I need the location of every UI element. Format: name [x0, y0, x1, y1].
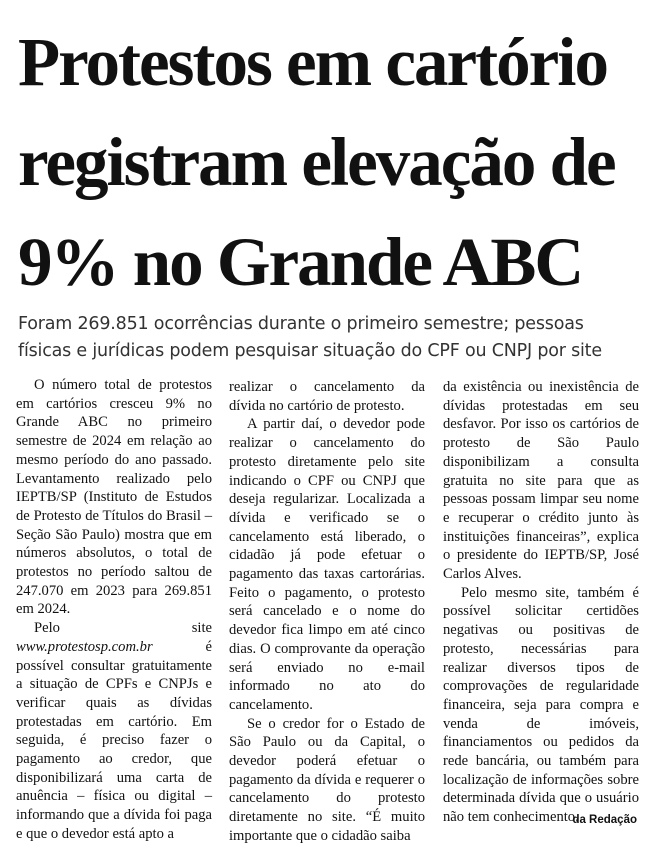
- byline: da Redação: [572, 814, 637, 826]
- headline-line: registram elevação de: [18, 124, 615, 200]
- subheadline: [18, 311, 643, 365]
- body-text: é possível consultar gratuitamente a situação de CPFs e CNPJs e verificar quais as dívidas protestadas em cartório. Em seguida, é preciso fazer o pagamento ao credor, que disponibilizará uma carta de anuência – física ou digital – informando que a dívida foi paga e que o devedor está apto a: [16, 638, 212, 842]
- headline-line: 9% no Grande ABC: [18, 224, 583, 300]
- body-paragraph: A partir daí, o devedor pode realizar o cancelamento do protesto diretamente pelo site indicando o CPF ou CNPJ que deseja regularizar. Localizada a dívida e verificado se o cancelamento está liberado, o cidadão já pode efetuar o pagamento das taxas cartorárias. Feito o pagamento, o protesto será cancelado e o nome do devedor fica limpo em até cinco dias. O comprovante da operação será enviado no e-mail informado no ato do cancelamento.: [229, 416, 425, 713]
- headline-line: Protestos em cartório: [18, 24, 607, 100]
- body-paragraph: da existência ou inexistência de dívidas protestadas em seu desfavor. Por isso os cartórios de protesto de São Paulo disponibilizam a consulta gratuita no site para que as pessoas possam limpar seu nome e recuperar o crédito junto às instituições financeiras”, explica o presidente do IEPTB/SP, José Carlos Alves.: [443, 379, 639, 583]
- article-column-1: [16, 376, 212, 844]
- body-paragraph: realizar o cancelamento da dívida no cartório de protesto.: [229, 379, 425, 414]
- subheadline-line: físicas e jurídicas podem pesquisar situação do CPF ou CNPJ por site: [18, 341, 602, 361]
- article-column-2: [229, 378, 425, 846]
- body-paragraph: Se o credor for o Estado de São Paulo ou da Capital, o devedor poderá efetuar o pagamento da dívida e requerer o cancelamento do protesto diretamente no site. “É muito importante que o cidadão saiba: [229, 715, 425, 844]
- body-paragraph: O número total de protestos em cartórios cresceu 9% no Grande ABC no primeiro semestre de 2024 em relação ao mesmo período do ano passado. Levantamento realizado pelo IEPTB/SP (Instituto de Estudos de Protesto de Títulos do Brasil – Seção São Paulo) mostra que em números absolutos, o total de protestos no período saltou de 247.070 em 2023 para 269.851 em 2024.: [16, 377, 212, 618]
- body-paragraph: Pelo mesmo site, também é possível solicitar certidões negativas ou positivas de protesto, necessárias para realizar diversos tipos de comprovações de regularidade financeira, seja para compra e venda de imóveis, financiamentos ou pedidos da rede bancária, ou também para localização de informações sobre determinada dívida que o usuário não tem conhecimento.: [443, 584, 639, 826]
- headline: [18, 12, 638, 312]
- body-paragraph: [16, 619, 212, 843]
- article-column-3: [443, 378, 639, 827]
- subheadline-line: Foram 269.851 ocorrências durante o primeiro semestre; pessoas: [18, 314, 584, 334]
- body-text: Pelo site: [34, 620, 212, 637]
- site-url-text: www.protestosp.com.br: [16, 638, 153, 655]
